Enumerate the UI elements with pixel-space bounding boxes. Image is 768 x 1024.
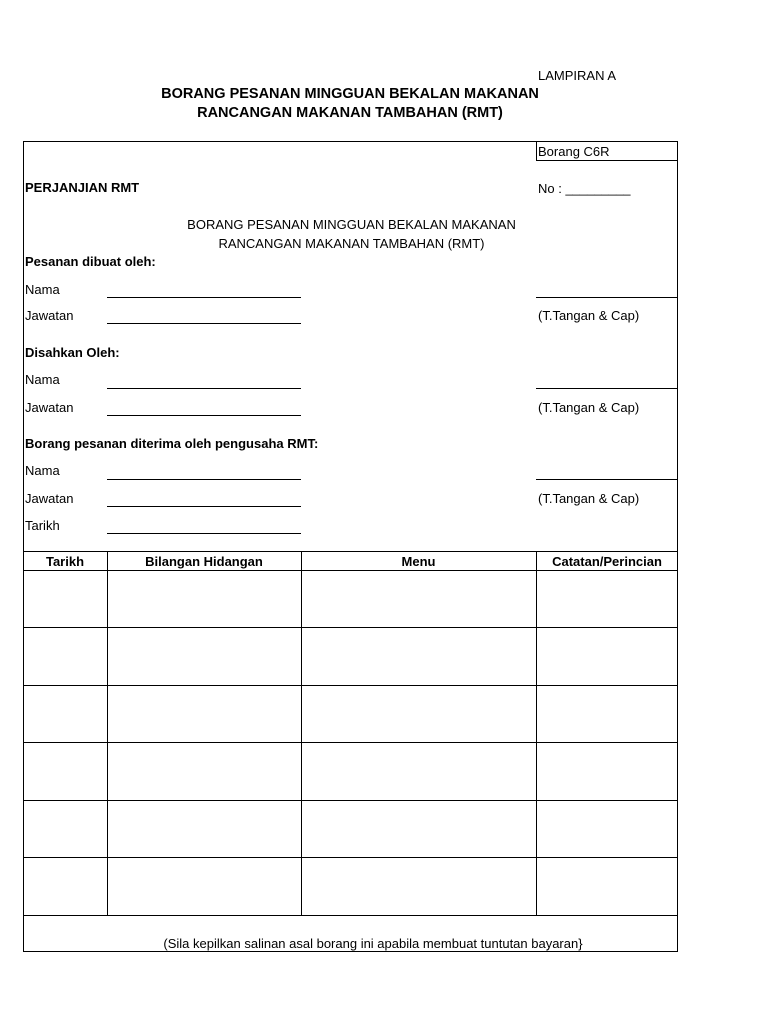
approved-by-name-field[interactable] bbox=[107, 388, 301, 389]
table-row-divider bbox=[23, 685, 678, 686]
form-number: No : _________ bbox=[538, 181, 631, 196]
table-row-divider bbox=[23, 857, 678, 858]
approved-by-name-label: Nama bbox=[25, 372, 60, 387]
lampiran-label: LAMPIRAN A bbox=[538, 68, 617, 83]
table-row-divider bbox=[23, 742, 678, 743]
ordered-by-signature-label: (T.Tangan & Cap) bbox=[538, 308, 640, 323]
approved-by-position-field[interactable] bbox=[107, 415, 301, 416]
received-by-heading: Borang pesanan diterima oleh pengusaha RMT: bbox=[25, 436, 319, 451]
table-header-bilangan-hidangan: Bilangan Hidangan bbox=[145, 554, 263, 569]
received-by-signature-field[interactable] bbox=[536, 479, 678, 480]
table-col-divider-1 bbox=[107, 551, 108, 915]
ordered-by-name-label: Nama bbox=[25, 282, 60, 297]
approved-by-heading: Disahkan Oleh: bbox=[25, 345, 120, 360]
ordered-by-signature-field[interactable] bbox=[536, 297, 678, 298]
table-bottom-border bbox=[23, 915, 678, 916]
document-title-line-2: RANCANGAN MAKANAN TAMBAHAN (RMT) bbox=[197, 105, 503, 121]
form-code-box-left bbox=[536, 141, 537, 160]
footer-note: (Sila kepilkan salinan asal borang ini apabila membuat tuntutan bayaran} bbox=[163, 936, 583, 951]
agreement-label: PERJANJIAN RMT bbox=[25, 180, 140, 195]
form-code-box-bottom bbox=[536, 160, 678, 161]
form-subtitle-line-1: BORANG PESANAN MINGGUAN BEKALAN MAKANAN bbox=[187, 217, 516, 232]
table-header-bottom-border bbox=[23, 570, 678, 571]
table-col-divider-2 bbox=[301, 551, 302, 915]
ordered-by-heading: Pesanan dibuat oleh: bbox=[25, 254, 156, 269]
approved-by-position-label: Jawatan bbox=[25, 400, 74, 415]
table-top-border bbox=[23, 551, 678, 552]
received-by-position-label: Jawatan bbox=[25, 491, 74, 506]
table-row-divider bbox=[23, 627, 678, 628]
approved-by-signature-field[interactable] bbox=[536, 388, 678, 389]
received-by-date-field[interactable] bbox=[107, 533, 301, 534]
ordered-by-position-field[interactable] bbox=[107, 323, 301, 324]
table-header-menu: Menu bbox=[401, 554, 436, 569]
document-title-line-1: BORANG PESANAN MINGGUAN BEKALAN MAKANAN bbox=[161, 86, 539, 102]
table-header-tarikh: Tarikh bbox=[45, 554, 85, 569]
received-by-name-label: Nama bbox=[25, 463, 60, 478]
ordered-by-name-field[interactable] bbox=[107, 297, 301, 298]
received-by-signature-label: (T.Tangan & Cap) bbox=[538, 491, 640, 506]
form-code: Borang C6R bbox=[538, 144, 610, 159]
table-header-catatan: Catatan/Perincian bbox=[552, 554, 662, 569]
ordered-by-position-label: Jawatan bbox=[25, 308, 74, 323]
received-by-date-label: Tarikh bbox=[25, 518, 60, 533]
table-col-divider-3 bbox=[536, 551, 537, 915]
table-row-divider bbox=[23, 800, 678, 801]
approved-by-signature-label: (T.Tangan & Cap) bbox=[538, 400, 640, 415]
received-by-position-field[interactable] bbox=[107, 506, 301, 507]
received-by-name-field[interactable] bbox=[107, 479, 301, 480]
form-subtitle-line-2: RANCANGAN MAKANAN TAMBAHAN (RMT) bbox=[218, 236, 485, 251]
